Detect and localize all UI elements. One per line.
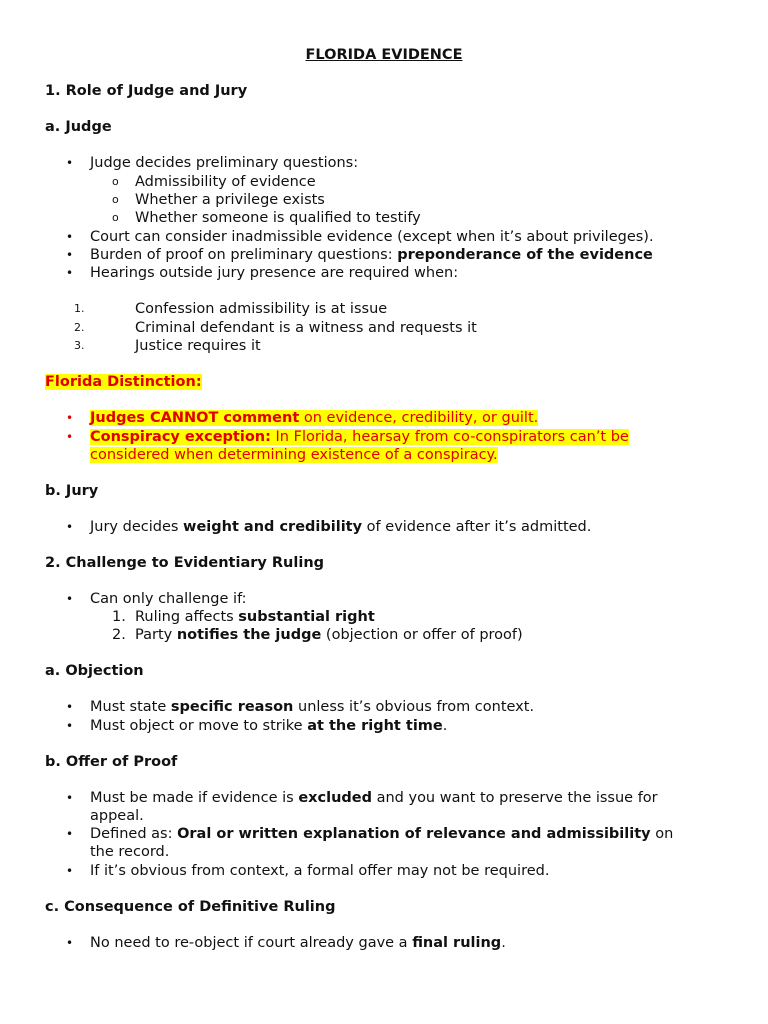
bullet-icon: • [66,430,74,444]
jury-item-1-text: Jury decides [90,519,184,535]
challenge-condition-2-text: Party [135,627,177,643]
judge-item-3 [90,246,653,264]
offer-item-1 [90,789,658,807]
challenge-condition-1-text: Ruling affects [135,609,239,625]
hearing-condition-2: Criminal defendant is a witness and requests it [135,320,477,336]
bullet-icon: • [66,230,74,244]
offer-item-2-text: Defined as: [90,826,178,842]
bullet-icon: • [66,156,74,170]
bullet-icon: • [66,719,74,733]
sub-bullet-icon: o [112,175,119,188]
offer-item-1-text: Must be made if evidence is [90,790,299,806]
bullet-icon: • [66,411,74,425]
document-title: FLORIDA EVIDENCE [305,47,463,63]
challenge-item-1: Can only challenge if: [90,591,247,607]
sub-bullet-icon: o [112,193,119,206]
distinction-item-2-text: In Florida, hearsay from co-conspirators can’t be [270,429,629,445]
distinction-item-1 [90,409,538,427]
objection-item-1-bold: specific reason [170,699,294,715]
bullet-icon: • [66,266,74,280]
offer-item-2 [90,825,673,843]
offer-of-proof-heading: b. Offer of Proof [45,754,178,770]
challenge-condition-2-bold: notifies the judge [176,627,322,643]
objection-item-2-text: Must object or move to strike [90,718,308,734]
offer-item-2-bold: Oral or written explanation of relevance and admissibility [177,826,651,842]
list-number: 1. [112,609,126,625]
judge-heading: a. Judge [45,119,112,135]
jury-item-1 [90,518,591,536]
offer-item-1-continued: appeal. [90,808,144,824]
distinction-item-2-bold: Conspiracy exception: [90,429,271,445]
judge-item-3-bold: preponderance of the evidence [397,247,653,263]
distinction-item-1-text: on evidence, credibility, or guilt. [299,410,539,426]
challenge-condition-1 [135,608,375,626]
offer-item-1-text-end: and you want to preserve the issue for [371,790,658,806]
list-number-3: 3. [74,339,85,352]
objection-item-1-text: Must state [90,699,171,715]
bullet-icon: • [66,700,74,714]
offer-item-1-bold: excluded [298,790,372,806]
distinction-item-2-cont-text: considered when determining existence of a conspiracy. [90,447,498,463]
sub-bullet-icon: o [112,211,119,224]
consequence-item-1-text: No need to re-object if court already gave a [90,935,413,951]
bullet-icon: • [66,248,74,262]
offer-item-3: If it’s obvious from context, a formal offer may not be required. [90,863,550,879]
objection-item-2 [90,717,447,735]
objection-item-2-text-end: . [442,718,448,734]
bullet-icon: • [66,791,74,805]
bullet-icon: • [66,520,74,534]
consequence-heading: c. Consequence of Definitive Ruling [45,899,336,915]
jury-heading: b. Jury [45,483,99,499]
objection-heading: a. Objection [45,663,144,679]
offer-item-2-continued: the record. [90,844,170,860]
distinction-item-2 [90,428,629,446]
objection-item-1 [90,698,534,716]
section-2-heading: 2. Challenge to Evidentiary Ruling [45,555,325,571]
bullet-icon: • [66,592,74,606]
jury-item-1-text-end: of evidence after it’s admitted. [362,519,592,535]
judge-item-4: Hearings outside jury presence are required when: [90,265,459,281]
distinction-item-1-bold: Judges CANNOT comment [90,410,300,426]
judge-item-1: Judge decides preliminary questions: [90,155,359,171]
section-1-heading: 1. Role of Judge and Jury [45,83,248,99]
florida-distinction-heading [45,373,202,391]
list-number-1: 1. [74,302,85,315]
challenge-condition-2-text-end: (objection or offer of proof) [321,627,523,643]
objection-item-2-bold: at the right time [307,718,443,734]
consequence-item-1 [90,934,506,952]
jury-item-1-bold: weight and credibility [183,519,363,535]
hearing-condition-1: Confession admissibility is at issue [135,301,388,317]
florida-distinction-label: Florida Distinction: [45,374,202,390]
objection-item-1-text-end: unless it’s obvious from context. [293,699,535,715]
judge-item-2: Court can consider inadmissible evidence (except when it’s about privileges). [90,229,654,245]
judge-subitem-1: Admissibility of evidence [135,174,316,190]
judge-subitem-3: Whether someone is qualified to testify [135,210,421,226]
judge-subitem-2: Whether a privilege exists [135,192,325,208]
distinction-item-2-continued [90,446,498,464]
offer-item-2-text-end: on [650,826,674,842]
consequence-item-1-text-end: . [501,935,506,951]
consequence-item-1-bold: final ruling [412,935,502,951]
challenge-condition-1-bold: substantial right [238,609,375,625]
hearing-condition-3: Justice requires it [135,338,261,354]
challenge-condition-2 [135,626,523,644]
bullet-icon: • [66,827,74,841]
bullet-icon: • [66,936,74,950]
judge-item-3-text: Burden of proof on preliminary questions: [90,247,398,263]
list-number-2: 2. [74,321,85,334]
list-number: 2. [112,627,126,643]
bullet-icon: • [66,864,74,878]
